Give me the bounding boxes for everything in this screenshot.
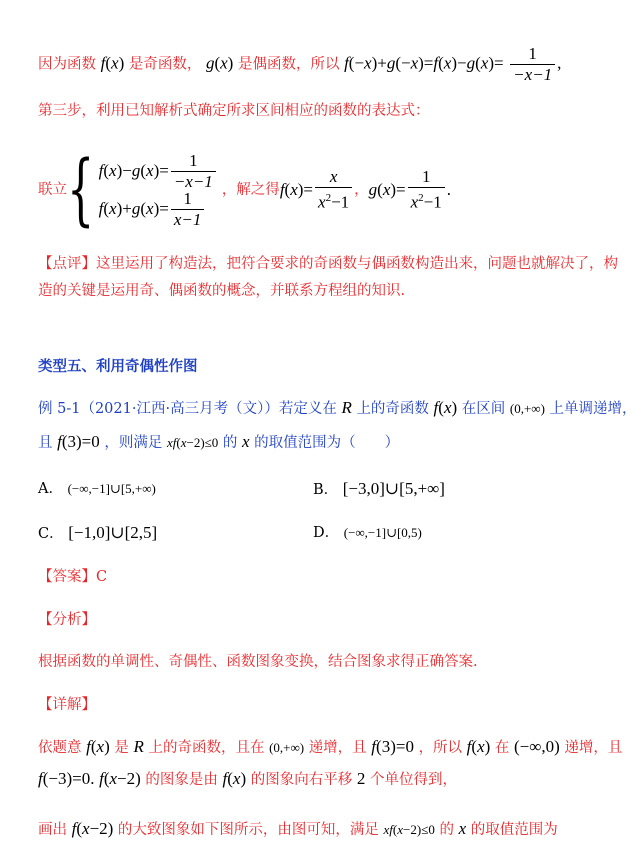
left-brace: { [67,145,95,235]
math-paren: ( [103,199,110,218]
option-value: (−∞,−1]∪[5,+∞) [67,481,156,496]
text-segment: 是奇函数， [128,56,202,73]
math-interval: (−∞,0) [514,737,560,756]
text-segment: 上的奇函数 [356,401,429,417]
detail-line-3 [38,818,558,841]
math-var: x [180,435,187,450]
math-op: )= [390,180,406,199]
math-inequality: xf [383,822,393,837]
math-paren: ( [475,53,481,73]
text-segment: 个单位得到， [369,772,457,788]
option-label: B． [313,482,339,498]
step-three: 第三步，利用已知解析式确定所求区间相应的函数的表达式： [38,103,430,119]
math-var: f [98,161,104,180]
math-var: f [433,53,439,73]
math-var: f [279,180,285,199]
fraction-denominator: $x^2-1$ [318,192,350,212]
option-label: C． [38,526,64,542]
option-value: [−1,0]∪[2,5] [68,523,158,542]
math-paren: ( [284,180,291,199]
text-segment: 因为函数 [38,56,96,73]
math-var: f [57,432,62,451]
math-op: )+ [371,53,387,73]
math-paren: ( [227,769,233,788]
period: . [446,180,452,199]
text-segment: 的 [439,822,454,838]
fraction-numerator: x [315,167,352,188]
math-var: f [98,199,104,218]
math-paren: ( [471,737,478,756]
fraction-numerator: 1 [408,167,445,188]
text-segment: ，解之得 [221,182,280,198]
math-paren: ) [451,398,458,417]
math-number: 2 [356,769,366,788]
math-var: x [111,53,119,73]
option-value: [−3,0]∪[5,+∞] [342,479,445,498]
text-segment: 上单调递增， [549,401,637,417]
fraction-numerator: 1 [510,44,555,65]
analysis-text: 根据函数的单调性、奇偶性、函数图象变换，结合图象求得正确答案. [38,654,478,670]
math-op: )= [488,53,504,73]
option-d [313,522,422,544]
math-var: f [222,769,228,788]
text-segment: 的图象向右平移 [250,772,353,788]
fraction [171,189,205,230]
option-label: D． [313,525,340,541]
fraction-numerator: 1 [171,189,205,210]
fraction-numerator: 1 [171,151,216,172]
system-rows [99,152,218,228]
text-segment: ，所以 [418,740,463,756]
math-var: x [443,53,452,73]
math-paren: ( [103,161,110,180]
math-equation: f [344,53,349,73]
math-paren: ( [140,199,147,218]
math-paren: ( [438,53,444,73]
text-segment: 的 [222,435,238,451]
text-segment: 画出 [38,822,67,838]
option-value: (−∞,−1]∪[0,5) [343,525,422,540]
math-var: f [86,737,91,756]
period: . [90,769,95,788]
fraction-denominator: −x−1 [513,65,553,84]
math-var: g [466,53,476,73]
math-var: x [146,199,154,218]
text-segment: 递增，且 [564,740,623,756]
fraction [171,151,216,192]
text-segment: 在 [494,740,510,756]
math-var: x [458,819,467,838]
math-R: R [341,398,352,417]
math-paren: ( [103,769,110,788]
fraction [510,44,555,85]
math-var: f [466,737,472,756]
math-op: )= [153,161,169,180]
math-paren: ( [214,53,221,73]
text-segment: 的图象是由 [145,772,218,788]
math-expr: (3)=0 [61,432,100,451]
math-expr: −2) [117,769,141,788]
text-segment: 依题意 [38,740,82,756]
fraction-fx [315,167,352,213]
text-segment: 且 [38,435,53,451]
text-segment: 在区间 [461,401,506,417]
text-segment: 递增，且 [308,740,367,756]
math-var: f [99,769,104,788]
math-paren: ( [105,53,112,73]
text-segment: 联立 [38,182,67,198]
math-inequality: ( [392,822,398,837]
math-var: g [386,53,396,73]
math-var: x [220,53,228,73]
math-paren: (− [348,53,365,73]
math-paren: ) [484,737,491,756]
math-var: x [410,53,419,73]
math-var: x [109,161,117,180]
math-op: )− [451,53,467,73]
analysis-label: 【分析】 [38,612,96,628]
text-segment: 上的奇函数，且在 [148,740,265,756]
math-inequality: ( [176,435,181,450]
text-segment: 例 5-1（2021·江西·高三月考（文））若定义在 [38,401,337,417]
option-b [313,478,445,501]
math-paren: ( [377,180,383,199]
math-paren: ) [240,769,247,788]
text-segment: 是偶函数，所以 [237,56,340,73]
comment-line-2: 造的关键是运用奇、偶函数的概念，并联系方程组的知识. [38,283,406,299]
fraction-gx [408,167,445,213]
option-a [38,478,156,500]
math-op: )− [116,161,132,180]
math-var: x [232,769,241,788]
comma: ， [354,182,369,198]
math-var: x [443,398,452,417]
answer: 【答案】C [38,569,108,585]
fraction-denominator: $x^2-1$ [410,192,442,212]
math-paren: ( [438,398,444,417]
math-interval: (0,+∞) [509,401,545,416]
text-segment: ，则满足 [104,435,163,451]
math-gx: g [205,53,215,73]
math-expr: (3)=0 [376,737,414,756]
math-R: R [133,737,144,756]
system-row-2 [99,190,218,228]
text-segment: 的取值范围为（ ） [254,435,400,451]
math-fx: f [100,53,106,73]
detail-line-1 [38,736,622,759]
math-op: )= [153,199,169,218]
para-odd-even [38,44,561,85]
math-var: x [146,161,154,180]
math-var: f [433,398,439,417]
math-paren: ( [90,737,97,756]
math-var: f [371,737,377,756]
math-var: x [82,819,90,838]
text-segment: 是 [114,740,129,756]
math-punct: , [557,53,562,73]
example-line-2 [38,431,399,454]
option-c [38,522,157,545]
math-var: x [397,822,404,837]
math-var: x [109,199,117,218]
fraction-denominator: −x−1 [173,171,213,191]
math-paren: (− [395,53,411,73]
option-label: A． [38,481,63,497]
math-var: x [382,180,391,199]
math-paren: ) [118,53,125,73]
math-var: x [290,180,298,199]
math-op: )+ [116,199,132,218]
math-var: f [71,819,77,838]
math-var: g [131,199,141,218]
detail-label: 【详解】 [38,697,96,713]
math-inequality: xf [166,435,177,450]
math-var: x [242,432,250,451]
text-segment: 的大致图象如下图所示，由图可知，满足 [117,822,379,838]
math-inequality: −2)≤0 [186,435,219,450]
system-row-1 [99,152,218,190]
equation-system [38,145,451,235]
detail-line-2 [38,768,457,791]
math-paren: ) [227,53,234,73]
math-op: )= [418,53,434,73]
math-var: x [480,53,489,73]
math-var: x [477,737,485,756]
math-paren: ( [76,819,83,838]
text-segment: 的取值范围为 [470,822,558,838]
math-expr: −2) [89,819,114,838]
fraction-denominator: x−1 [173,209,202,229]
math-interval: (0,+∞) [269,740,305,755]
math-inequality: −2)≤0 [403,822,435,837]
math-var: x [364,53,372,73]
math-var: x [109,769,118,788]
comment-line-1: 【点评】这里运用了构造法，把符合要求的奇函数与偶函数构造出来，问题也就解决了，构 [38,256,618,272]
math-paren: ( [140,161,147,180]
section-title: 类型五、利用奇偶性作图 [38,358,198,375]
math-var: f [38,769,43,788]
math-var: x [96,737,105,756]
math-expr: (−3)=0 [42,769,91,788]
math-paren: ) [104,737,110,756]
math-var: g [131,161,141,180]
example-line-1 [38,397,637,420]
math-op: )= [297,180,314,199]
math-var: g [368,180,378,199]
